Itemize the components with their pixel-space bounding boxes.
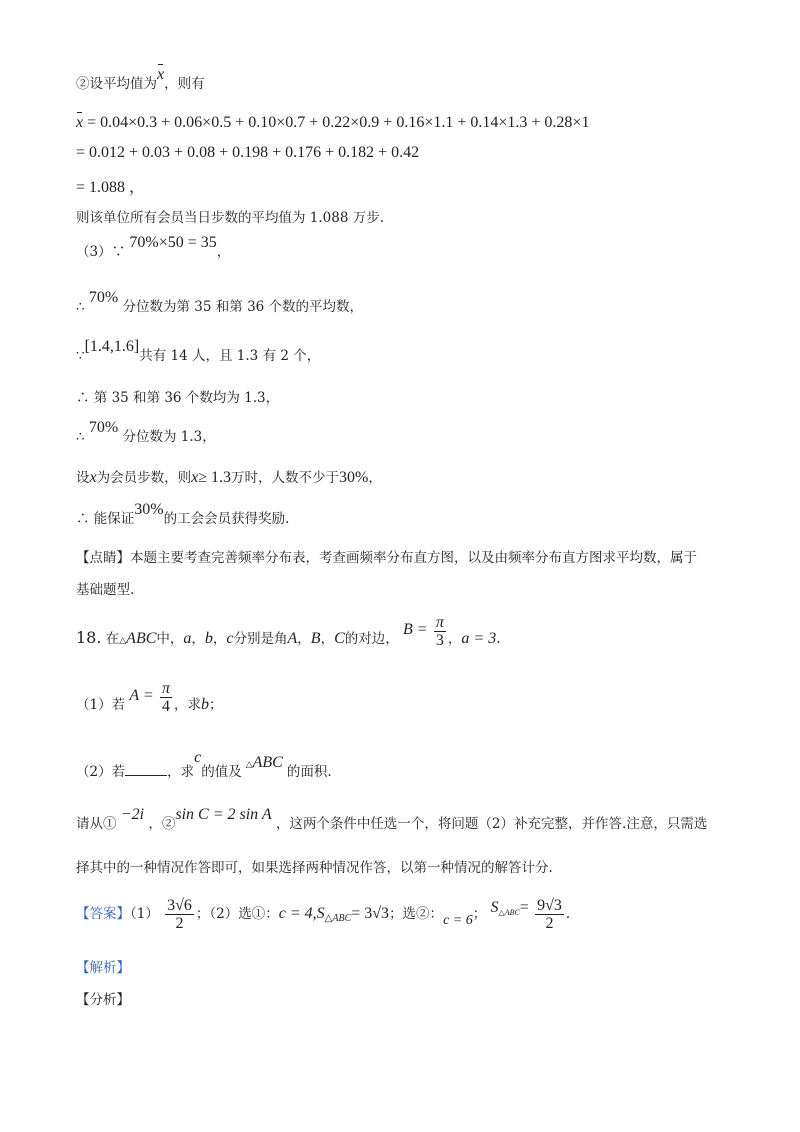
text: （1） [130,906,159,922]
text: ②设平均值为 [76,76,157,92]
numerator: π [435,614,444,631]
text: 的面积. [286,764,332,780]
remark-text: 【点睛】本题主要考查完善频率分布表，考查画频率分布直方图，以及由频率分布直方图求平均数，属于 [76,550,697,566]
period: . [565,906,571,922]
text: 设 [76,470,90,486]
var-c: c [226,630,234,647]
xbar-symbol: x [76,114,84,131]
text: 中， [156,631,184,647]
fill-in-blank [125,775,167,776]
area-symbol: S [316,905,325,922]
l8 [76,338,321,365]
text: ；（2）选①： [195,906,279,922]
triangle-name: ABC [252,754,283,771]
l4 [76,174,145,197]
interval: [1.4,1.6] [84,338,140,355]
question-18-part2 [76,749,332,781]
var-a: a [183,630,192,647]
text: ，这两个条件中任选一个，将问题（2）补充完整，并作答.注意，只需选 [275,816,708,832]
separator: ， [447,631,462,647]
equals: = [519,899,529,916]
numerator: π [161,680,170,697]
answer-fraction-2 [535,897,564,932]
sum-expression: = 0.012 + 0.03 + 0.08 + 0.198 + 0.176 + 0.182 + 0.42 [76,144,420,161]
condition-2: sin C = 2 sin A [175,806,272,823]
condition-1: −2i [120,806,145,823]
separator: ， [320,631,335,647]
answer-fraction-1 [165,897,194,932]
label: （2）若 [76,764,126,780]
l5 [76,206,384,226]
text: ∴ 能保证 [76,511,135,527]
pi-over-4 [160,680,172,715]
result-expression: = 1.088 ， [76,179,146,196]
text: 的值及 [201,764,242,780]
text: ； [472,906,487,922]
area-subscript: △ABC [324,913,352,924]
text: 则该单位所有会员当日步数的平均值为 1.088 万步. [76,210,385,226]
text: ，求 [173,697,201,713]
denominator: 2 [545,915,554,932]
numerator: 9√3 [537,897,562,914]
text: 的对边， [344,631,399,647]
text: 为会员步数，则 [96,470,192,486]
xbar-symbol: x [157,66,165,83]
answer-tag: 【答案】 [76,906,130,922]
l3 [76,144,419,162]
because-symbol: ∵ [76,348,85,364]
pi-over-3 [434,614,446,649]
var-c: c [194,749,202,766]
l10 [76,419,216,446]
denominator: 4 [161,698,170,715]
angle-C: C [334,630,345,647]
numerator: 3√6 [167,897,192,914]
triangle-symbol: △ [119,636,127,646]
text: 分位数为 1.3， [122,429,216,445]
text: 择其中的一种情况作答即可，如果选择两种情况作答，以第一种情况的解答计分. [76,860,553,876]
text: 的工会会员获得奖励. [163,511,290,527]
c-value-2: c = 6 [443,913,473,928]
area-value: = 3√3 [351,905,390,922]
text: ∴ 第 35 和第 36 个数均为 1.3， [76,390,280,406]
text: ，则有 [164,76,205,92]
text: ； [208,697,223,713]
l6 [76,234,231,261]
answer [76,897,570,932]
var-x: x [191,469,199,486]
text: ；选②： [389,906,444,922]
separator: ， [297,631,311,647]
a-equation: a = 3 [461,630,497,647]
text: 分位数为第 35 和第 36 个数的平均数， [122,299,364,315]
var-b: b [204,630,213,647]
therefore-symbol: ∴ [76,299,85,315]
triangle-area-label [246,755,283,771]
separator: ， [191,631,205,647]
l1 [76,66,205,93]
text: 共有 14 人，且 1.3 有 2 个， [139,348,321,364]
label: （3）∵ [76,244,126,260]
inequality: ≥ 1.3 [198,469,231,486]
separator: ， [212,631,227,647]
text: 【解析】 [76,960,130,976]
percent: 70% [88,419,119,436]
text: 基础题型. [76,582,135,598]
l11 [76,466,382,487]
text: ， [216,244,231,260]
mean-expression: = 0.04×0.3 + 0.06×0.5 + 0.10×0.7 + 0.22×0.9 + 0.16×1.1 + 0.14×1.3 + 0.28×1 [87,114,590,131]
percent: 30% [134,501,164,518]
l13 [76,546,697,566]
triangle-symbol: △ [245,760,253,770]
angle-B: B [310,630,321,647]
expression: 70%×50 = 35 [129,234,217,251]
var-x: x [89,469,97,486]
l12 [76,501,290,528]
therefore-symbol: ∴ [76,429,85,445]
text: 请从① [76,816,117,832]
area-subscript: △ABC [498,908,520,917]
analysis-subheading [76,988,130,1008]
l7 [76,289,364,316]
label: （1）若 [76,697,126,713]
l14 [76,578,134,598]
text: 万时，人数不少于 [231,470,339,486]
denominator: 2 [175,915,184,932]
period: . [496,631,501,647]
text: 【分析】 [76,992,130,1008]
A-equation: A = [129,687,154,704]
l9 [76,386,279,406]
text: ，求 [167,764,195,780]
var-b: b [200,696,209,713]
question-18-part1 [76,680,223,723]
text: 分别是角 [233,631,288,647]
angle-A: A [287,630,298,647]
l2 [76,114,589,132]
percent: 30% [339,469,369,486]
question-18-note [76,856,553,876]
text: 在 [105,631,120,647]
c-value: c = 4, [278,905,317,922]
question-18 [76,614,501,657]
text: ，② [148,816,176,832]
denominator: 3 [435,632,444,649]
B-equation: B = [403,621,428,638]
question-18-conditions [76,806,708,833]
text: ， [368,470,382,486]
area-symbol: S [490,899,499,916]
percent: 70% [88,289,119,306]
triangle-name: ABC [126,630,157,647]
analysis-heading [76,956,130,976]
question-number: 18. [76,628,102,647]
